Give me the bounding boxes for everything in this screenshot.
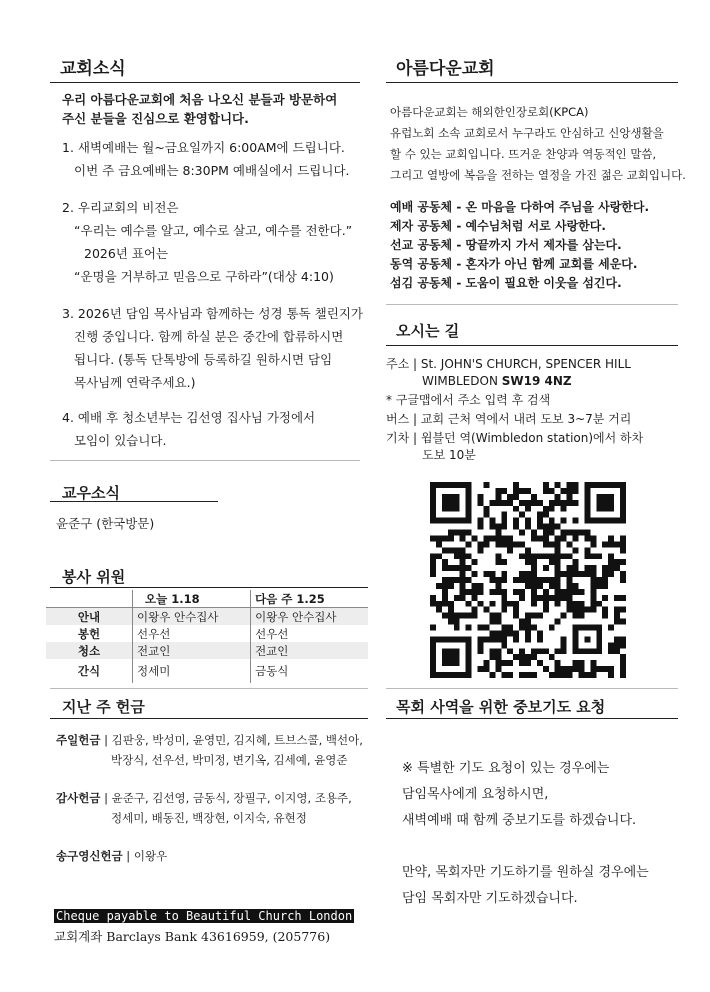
directions-divider [386, 345, 678, 346]
address-block: 주소 | St. JOHN'S CHURCH, SPENCER HILL WIMBLEDON SW19 4NZ * 구글맵에서 주소 입력 후 검색 버스 | 교회 근처 역에서 내려 도보 3~7분 거리 기차 | 윔블던 역(Wimbledon station)에서 하차 도보 10분 [386, 357, 644, 462]
welcome-line-1: 우리 아름다운교회에 처음 나오신 분들과 방문하여 [62, 92, 338, 107]
left-column-divider-1 [50, 460, 360, 461]
welcome-text [62, 90, 337, 129]
offering-sunday: 주일헌금 | 김판웅, 박성미, 윤영민, 김지혜, 트브스콜, 백선아, 박장식, 선우선, 박미정, 변기옥, 김세예, 윤영준 [56, 733, 363, 767]
duty-row: 봉헌 선우선 선우선 [46, 625, 368, 642]
duty-row: 안내 이왕우 안수집사 이왕우 안수집사 [46, 608, 368, 626]
prayer-divider [386, 718, 678, 719]
right-divider-2 [386, 688, 678, 689]
news-item-1: 1. 새벽예배는 월~금요일까지 6:00AM에 드립니다. 이번 주 금요예배는 8:30PM 예배실에서 드립니다. [62, 140, 350, 178]
church-title: 아름다운교회 [396, 59, 495, 79]
qr-code-icon [430, 482, 626, 678]
news-divider [50, 82, 360, 83]
duty-row: 청소 전교인 전교인 [46, 642, 368, 659]
prayer-title: 목회 사역을 위한 중보기도 요청 [396, 698, 606, 716]
offering-title: 지난 주 헌금 [62, 698, 145, 716]
welcome-line-2: 주신 분들을 진심으로 환영합니다. [62, 111, 249, 127]
church-divider [386, 82, 678, 83]
directions-title: 오시는 길 [396, 322, 460, 340]
duty-next-header: 다음 주 1.25 [251, 590, 368, 608]
offering-top-divider [50, 688, 368, 689]
news-item-2: 2. 우리교회의 비전은 “우리는 예수를 알고, 예수로 살고, 예수를 전한다.” 2026년 표어는 “운명을 거부하고 믿음으로 구하라”(대상 4:10) [62, 200, 353, 284]
duty-table [46, 590, 368, 683]
offering-thanks: 감사헌금 | 윤준구, 김선영, 금동식, 장필구, 이지영, 조용주, 정세미, 배동진, 백장현, 이지숙, 유현정 [56, 791, 352, 825]
offering-newyear: 송구영신헌금 | 이왕우 [56, 849, 168, 863]
prayer-text: ※ 특별한 기도 요청이 있는 경우에는 담임목사에게 요청하시면, 새벽예배 때 함께 중보기도를 하겠습니다. 만약, 목회자만 기도하기를 원하실 경우에는 담임 목회자만 기도하겠습니다. [402, 761, 649, 906]
news-item-4: 4. 예배 후 청소년부는 김선영 집사님 가정에서 모임이 있습니다. [62, 410, 316, 448]
members-divider [50, 501, 218, 502]
cheque-line: Cheque payable to Beautiful Church London [56, 909, 353, 923]
duty-table-header [46, 590, 368, 608]
duty-row: 간식 정세미 금동식 [46, 659, 368, 683]
duty-title: 봉사 위원 [62, 568, 126, 586]
right-divider-1 [386, 304, 678, 305]
duty-today-header: 오늘 1.18 [133, 590, 251, 608]
members-title: 교우소식 [62, 484, 120, 502]
offering-divider [50, 718, 368, 719]
news-title: 교회소식 [60, 59, 126, 79]
members-text: 윤준구 (한국방문) [56, 516, 155, 531]
account-line: 교회계좌 Barclays Bank 43616959, (205776) [54, 929, 331, 944]
community-list: 예배 공동체 - 온 마음을 다하여 주님을 사랑한다. 제자 공동체 - 예수님처럼 서로 사랑한다. 선교 공동체 - 땅끝까지 가서 제자를 삼는다. 동역 공동체 - 혼자가 아닌 함께 교회를 세운다. 섬김 공동체 - 도움이 필요한 이웃을 섬긴다. [390, 200, 650, 290]
church-intro: 아름다운교회는 해외한인장로회(KPCA) 유럽노회 소속 교회로서 누구라도 안심하고 신앙생활을 할 수 있는 교회입니다. 뜨거운 찬양과 역동적인 말씀, 그리고 열방에 복음을 전하는 열정을 가진 젊은 교회입니다. [390, 105, 686, 182]
news-item-3: 3. 2026년 담임 목사님과 함께하는 성경 통독 챌린지가 진행 중입니다. 함께 하실 분은 중간에 합류하시면 됩니다. (통독 단톡방에 등록하길 원하시면 담임 목사님께 연락주세요.) [62, 306, 363, 390]
duty-divider [50, 587, 368, 588]
